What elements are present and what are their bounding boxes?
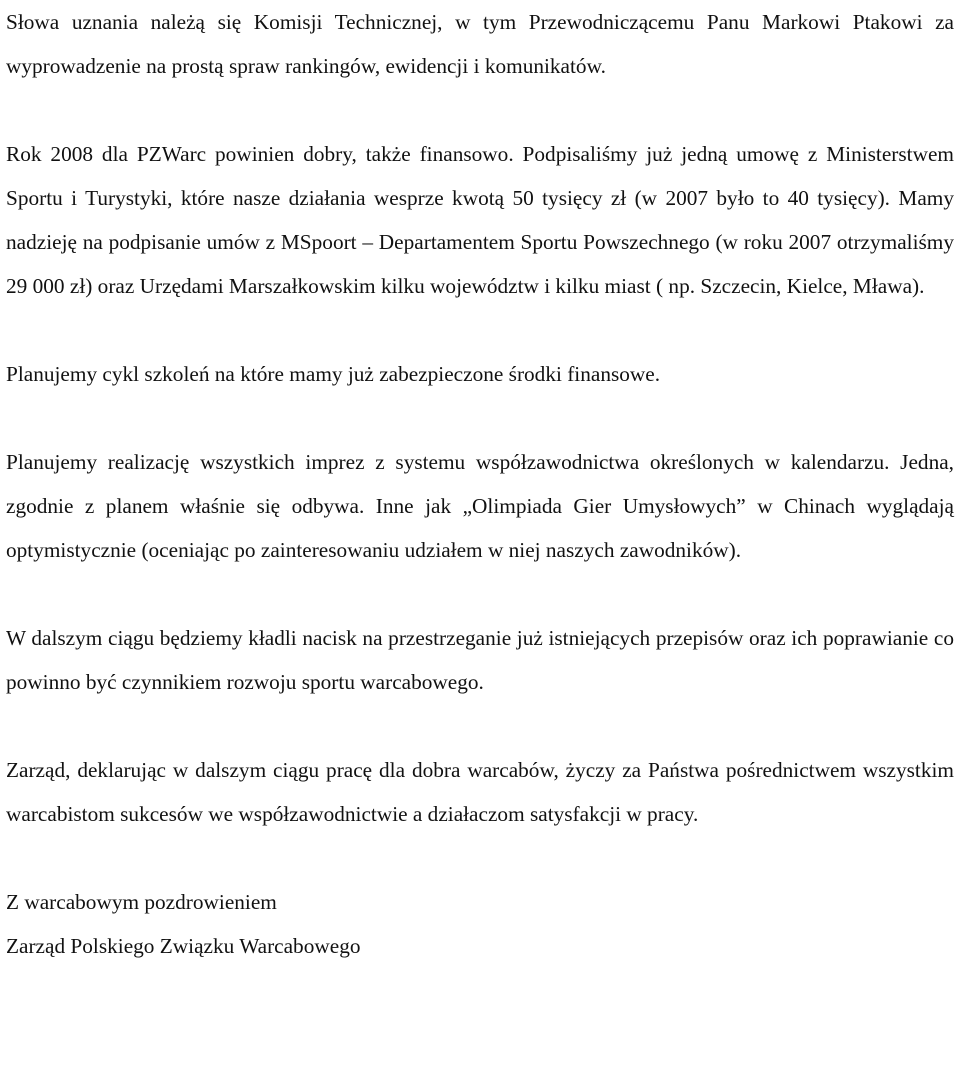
paragraph-spacer xyxy=(6,704,954,748)
paragraph-board-wishes: Zarząd, deklarując w dalszym ciągu pracę dla dobra warcabów, życzy za Państwa pośrednictwem wszystkim warcabistom sukcesów we współzawodnictwie a działaczom satysfakcji w pracy. xyxy=(6,758,954,826)
paragraph-spacer xyxy=(6,308,954,352)
paragraph-trainings: Planujemy cykl szkoleń na które mamy już zabezpieczone środki finansowe. xyxy=(6,362,661,386)
paragraph-spacer xyxy=(6,396,954,440)
paragraph-commission-thanks: Słowa uznania należą się Komisji Technicznej, w tym Przewodniczącemu Panu Markowi Ptakowi za wyprowadzenie na prostą spraw rankingów, ewidencji i komunikatów. xyxy=(6,10,954,78)
closing-greeting: Z warcabowym pozdrowieniem xyxy=(6,890,277,914)
closing-block xyxy=(6,880,954,968)
paragraph-events: Planujemy realizację wszystkich imprez z systemu współzawodnictwa określonych w kalendarzu. Jedna, zgodnie z planem właśnie się odbywa. Inne jak „Olimpiada Gier Umysłowych” w Chinach wyglądają optymistycznie (oceniając po zainteresowaniu udziałem w niej naszych zawodników). xyxy=(6,450,954,562)
paragraph-finances: Rok 2008 dla PZWarc powinien dobry, także finansowo. Podpisaliśmy już jedną umowę z Ministerstwem Sportu i Turystyki, które nasze działania wesprze kwotą 50 tysięcy zł (w 2007 było to 40 tysięcy). Mamy nadzieję na podpisanie umów z MSpoort – Departamentem Sportu Powszechnego (w roku 2007 otrzymaliśmy 29 000 zł) oraz Urzędami Marszałkowskim kilku województw i kilku miast ( np. Szczecin, Kielce, Mława). xyxy=(6,142,954,298)
paragraph-spacer xyxy=(6,88,954,132)
paragraph-regulations: W dalszym ciągu będziemy kładli nacisk na przestrzeganie już istniejących przepisów oraz ich poprawianie co powinno być czynnikiem rozwoju sportu warcabowego. xyxy=(6,626,954,694)
document-page xyxy=(6,0,954,968)
paragraph-spacer xyxy=(6,572,954,616)
closing-signature: Zarząd Polskiego Związku Warcabowego xyxy=(6,934,361,958)
paragraph-spacer xyxy=(6,836,954,880)
